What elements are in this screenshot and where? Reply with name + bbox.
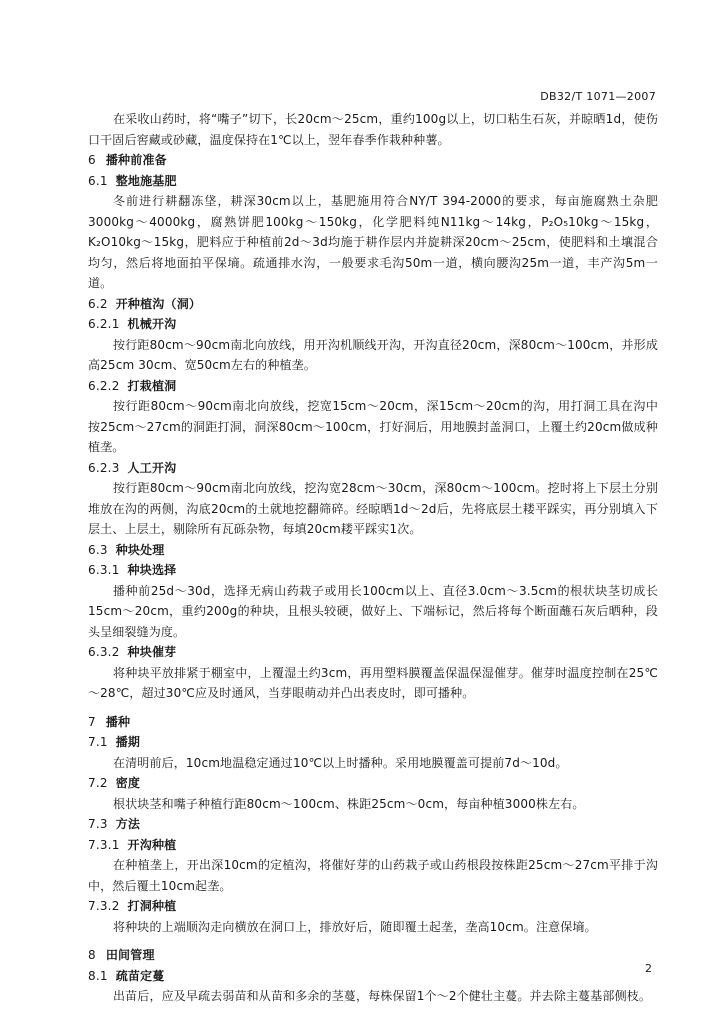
section-number: 6.2.3 [88, 460, 120, 475]
section-gap [88, 704, 658, 712]
section-number: 7.3.1 [88, 837, 120, 852]
section-number: 6.1 [88, 173, 108, 188]
section-title: 开沟种植 [127, 837, 177, 852]
body-paragraph: 在清明前后，10cm地温稳定通过10℃以上时播种。采用地膜覆盖可提前7d～10d。 [113, 755, 568, 770]
section-heading [88, 712, 658, 733]
body-paragraph: 按行距80cm～90cm南北向放线，挖宽15cm～20cm，深15cm～20cm的沟，用打洞工具在沟中按25cm～27cm的洞距打洞，洞深80cm～100cm，打好洞后，用地膜封盖洞口，上覆土约20cm做成种植垄。 [88, 399, 658, 454]
section-number: 6 [88, 153, 96, 167]
section-number: 7.2 [88, 776, 108, 790]
body-paragraph: 根状块茎和嘴子种植行距80cm～100cm、株距25cm～0cm，每亩种植3000株左右。 [113, 796, 585, 811]
section-title: 方法 [115, 817, 141, 831]
section-title: 播种前准备 [105, 153, 167, 167]
section-title: 种块催芽 [127, 645, 177, 659]
section-title: 开种植沟（洞） [115, 296, 202, 311]
section-title: 种块处理 [115, 542, 165, 557]
body-paragraph: 冬前进行耕翻冻垡，耕深30cm以上，基肥施用符合NY/T 394-2000的要求，每亩施腐熟土杂肥3000kg～4000kg，腐熟饼肥100kg～150kg，化学肥料纯N11kg～14kg，P₂O₅10kg～15kg，K₂O10kg～15kg，肥料应于种植前2d～3d均施于耕作层内并旋耕深20cm～25cm，使肥料和土壤混合均匀，然后将地面拍平保墒。疏通排水沟，一般要求毛沟50m一道，横向腰沟25m一道，丰产沟5m一道。 [88, 194, 658, 290]
section-title: 密度 [115, 776, 141, 790]
section-title: 打栽植洞 [127, 378, 177, 393]
section-title: 播期 [115, 735, 141, 749]
section-heading [88, 896, 658, 917]
section-heading [88, 560, 658, 581]
section-number: 6.3.1 [88, 563, 120, 577]
section-heading [88, 294, 658, 315]
section-number: 6.3 [88, 542, 108, 557]
section-heading [88, 773, 658, 794]
section-title: 整地施基肥 [115, 173, 177, 188]
section-heading [88, 642, 658, 663]
section-heading [88, 458, 658, 479]
section-title: 播种 [105, 714, 131, 729]
section-number: 6.2 [88, 296, 108, 311]
section-number: 6.3.2 [88, 645, 120, 659]
section-title: 田间管理 [105, 948, 155, 962]
page-number: 2 [645, 962, 652, 975]
section-number: 7.3.2 [88, 899, 120, 913]
section-heading [88, 814, 658, 835]
section-heading [88, 540, 658, 561]
body-paragraph: 在种植垄上，开出深10cm的定植沟，将催好芽的山药栽子或山药根段按株距25cm～27cm平排于沟中，然后覆土10cm起垄。 [88, 858, 658, 893]
section-heading [88, 945, 658, 966]
section-heading [88, 171, 658, 192]
body-paragraph: 将种块的上端顺沟走向横放在洞口上，排放好后，随即覆土起垄，垄高10cm。注意保墒。 [113, 919, 597, 934]
section-heading [88, 966, 658, 987]
section-heading [88, 376, 658, 397]
section-number: 6.2.2 [88, 378, 120, 393]
section-title: 种块选择 [127, 563, 177, 577]
section-number: 7 [88, 714, 96, 729]
section-number: 7.3 [88, 817, 108, 831]
body-paragraph: 按行距80cm～90cm南北向放线，用开沟机顺线开沟，开沟直径20cm，深80cm～100cm，并形成高25cm 30cm、宽50cm左右的种植垄。 [88, 337, 658, 372]
document-body [88, 109, 658, 1007]
body-paragraph: 播种前25d～30d，选择无病山药栽子或用长100cm以上、直径3.0cm～3.5cm的根状块茎切成长15cm～20cm，重约200g的种块，且根头较硬，做好上、下端标记，然后将每个断面蘸石灰后晒种，段头呈细裂缝为度。 [88, 583, 658, 639]
section-title: 打洞种植 [127, 899, 177, 913]
section-title: 疏苗定蔓 [115, 968, 165, 983]
section-gap [88, 937, 658, 945]
section-heading [88, 835, 658, 856]
section-title: 人工开沟 [127, 460, 177, 475]
section-title: 机械开沟 [127, 317, 177, 331]
section-number: 8.1 [88, 968, 108, 983]
body-paragraph: 按行距80cm～90cm南北向放线，挖沟宽28cm～30cm，深80cm～100cm。挖时将上下层土分别堆放在沟的两侧，沟底20cm的土就地挖翻筛碎。经晾晒1d～2d后，先将底层土耧平踩实，再分别填入下层土、上层土，剔除所有瓦砾杂物，每填20cm耧平踩实1次。 [88, 481, 658, 536]
section-number: 8 [88, 948, 96, 962]
document-number: DB32/T 1071—2007 [540, 90, 656, 103]
section-heading [88, 314, 658, 335]
section-number: 7.1 [88, 735, 108, 749]
section-heading [88, 150, 658, 171]
section-number: 6.2.1 [88, 317, 120, 331]
body-paragraph: 将种块平放排紧于棚室中，上覆湿土约3cm，再用塑料膜覆盖保温保湿催芽。催芽时温度控制在25℃～28℃，超过30℃应及时通风，当芽眼萌动并凸出表皮时，即可播种。 [88, 665, 658, 700]
body-paragraph: 在采收山药时，将“嘴子”切下，长20cm～25cm，重约100g以上，切口粘生石灰，并晾晒1d，使伤口干固后窖藏或砂藏，温度保持在1℃以上，翌年春季作栽种种薯。 [88, 112, 658, 147]
section-heading [88, 732, 658, 753]
body-paragraph: 出苗后，应及早疏去弱苗和从苗和多余的茎蔓，每株保留1个～2个健壮主蔓。并去除主蔓基部侧枝。 [113, 989, 652, 1003]
